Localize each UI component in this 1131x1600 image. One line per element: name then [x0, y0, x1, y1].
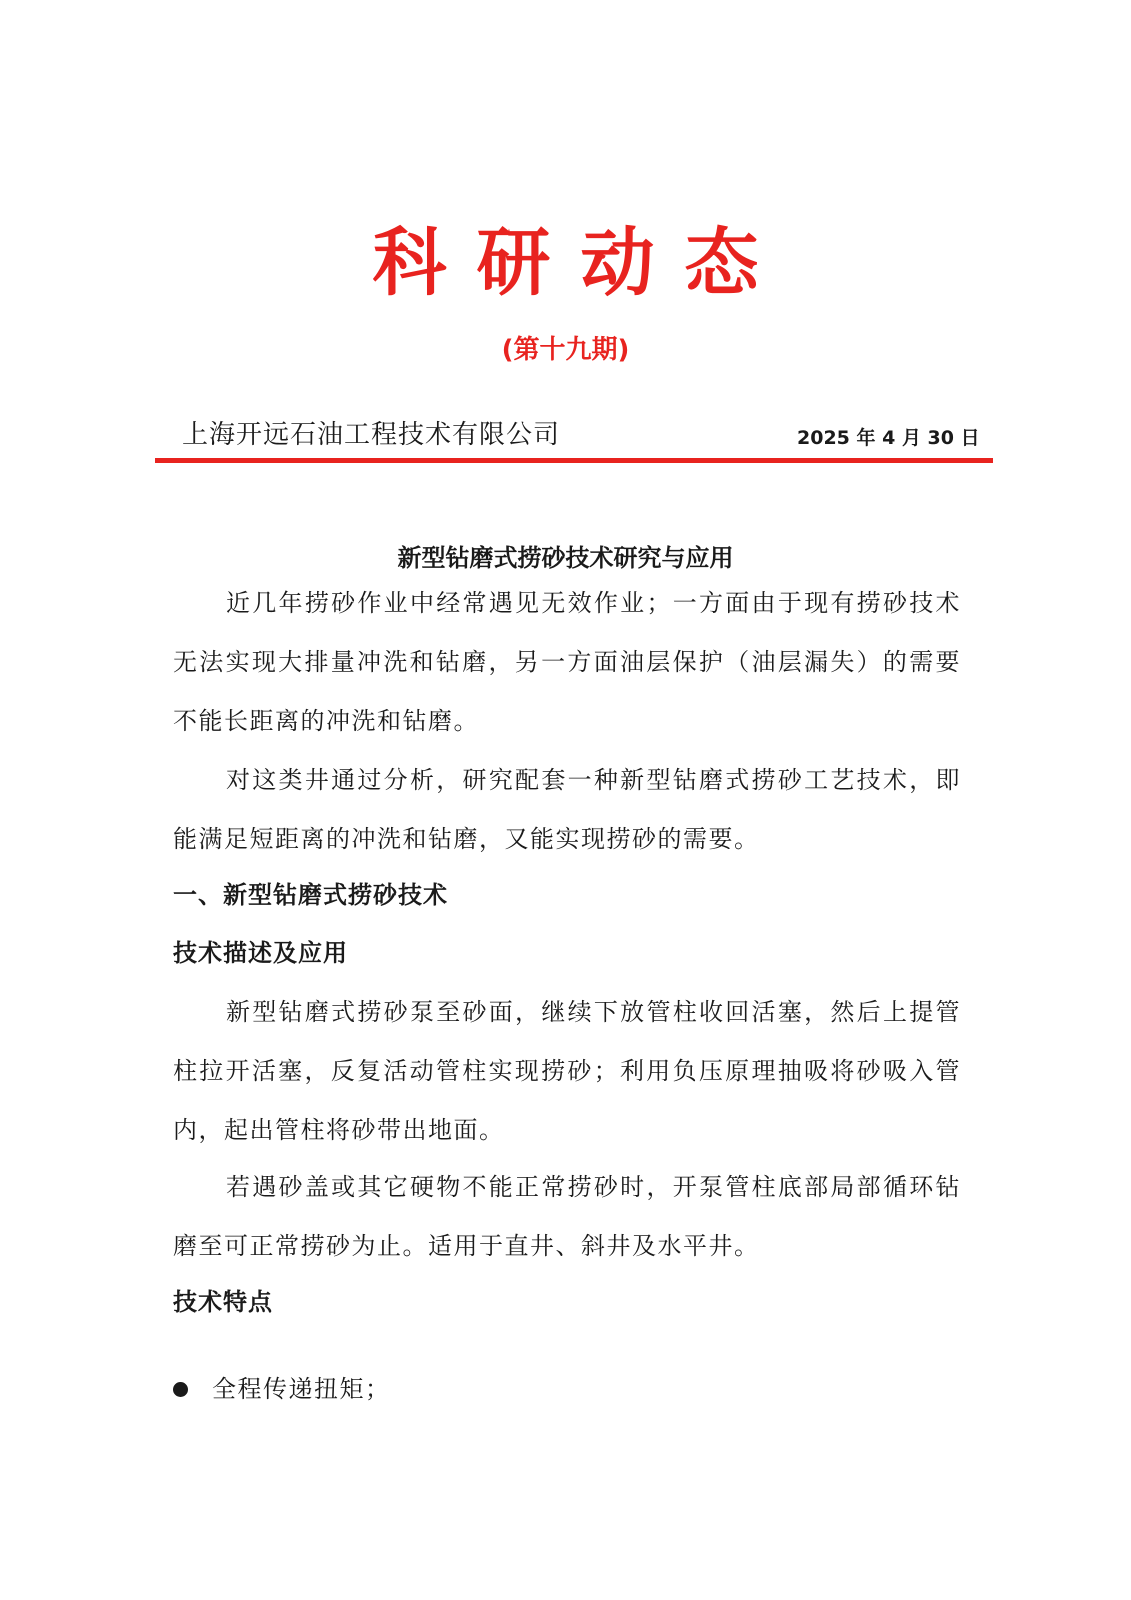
- subsection-heading-features: 技术特点: [173, 1288, 273, 1316]
- organization-name: 上海开远石油工程技术有限公司: [182, 420, 561, 450]
- bullet-icon: [173, 1382, 188, 1397]
- red-divider: [155, 458, 993, 463]
- intro-paragraph-1: 近几年捞砂作业中经常遇见无效作业；一方面由于现有捞砂技术无法实现大排量冲洗和钻磨，另一方面油层保护（油层漏失）的需要不能长距离的冲洗和钻磨。: [173, 589, 961, 735]
- intro-paragraph-2: 对这类井通过分析，研究配套一种新型钻磨式捞砂工艺技术，即能满足短距离的冲洗和钻磨，又能实现捞砂的需要。: [173, 766, 961, 853]
- section-heading: 一、新型钻磨式捞砂技术: [173, 881, 448, 909]
- description-paragraph-2: 若遇砂盖或其它硬物不能正常捞砂时，开泵管柱底部局部循环钻磨至可正常捞砂为止。适用于直井、斜井及水平井。: [173, 1173, 961, 1260]
- masthead-title: 科研动态: [372, 220, 789, 306]
- description-paragraph-1: 新型钻磨式捞砂泵至砂面，继续下放管柱收回活塞，然后上提管柱拉开活塞，反复活动管柱实现捞砂；利用负压原理抽吸将砂吸入管内，起出管柱将砂带出地面。: [173, 998, 961, 1144]
- bullet-text: 全程传递扭矩；: [212, 1375, 391, 1403]
- list-item: [173, 1369, 391, 1409]
- publication-date: 2025 年 4 月 30 日: [797, 427, 980, 449]
- article-title: 新型钻磨式捞砂技术研究与应用: [397, 544, 734, 572]
- issue-number: (第十九期): [501, 335, 630, 365]
- subsection-heading-description: 技术描述及应用: [173, 939, 348, 967]
